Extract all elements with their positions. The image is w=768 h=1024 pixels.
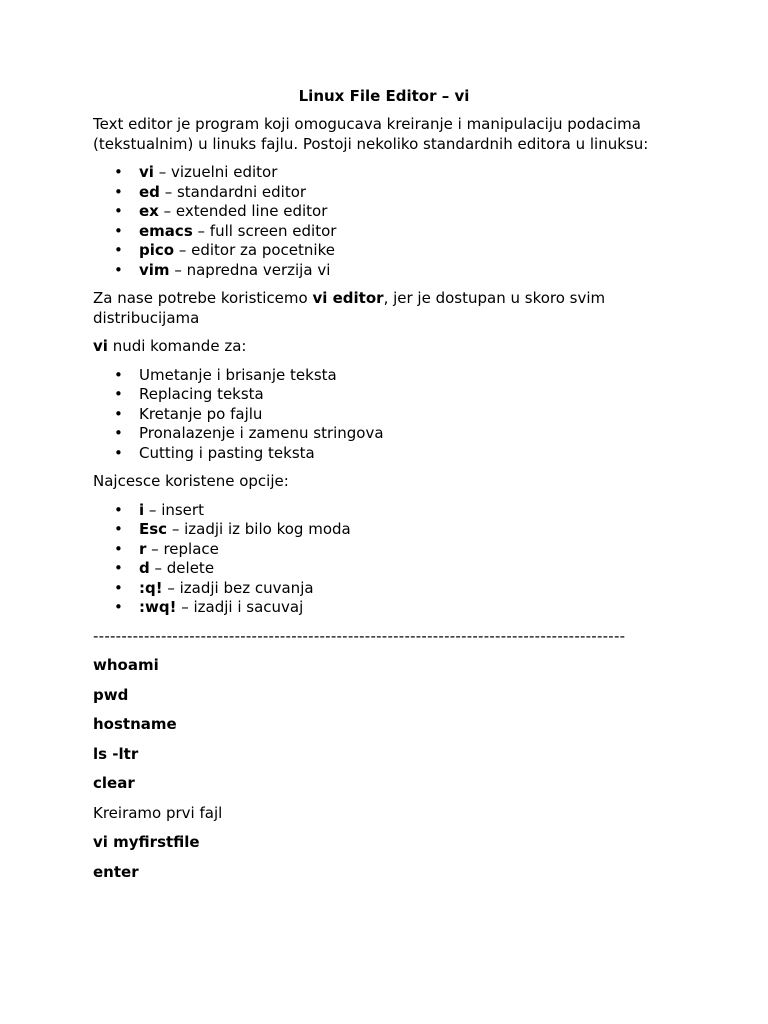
list-item [93,501,675,521]
list-item [93,241,675,261]
bullet-icon: • [114,163,123,181]
choice-after: , jer je dostupan u skoro svim distribucijama [93,289,606,327]
bullet-icon: • [114,539,123,558]
bullet-icon: • [114,365,123,384]
command-pwd: pwd [93,685,129,704]
option-key: Esc [139,520,168,538]
editor-desc: – standardni editor [159,182,307,201]
commands-intro-bold: vi [93,337,108,355]
bullet-icon: • [114,404,123,423]
option-key: d [139,559,150,577]
list-item [93,222,675,242]
bullet-icon: • [114,202,123,220]
command-hostname: hostname [93,715,177,733]
bullet-icon: • [114,182,123,201]
bullet-icon: • [114,424,123,442]
editor-desc: – editor za pocetnike [174,241,335,259]
editors-list [93,163,675,280]
bullet-icon: • [114,559,123,577]
editor-name: ex [139,202,159,220]
list-item [93,385,675,405]
choice-bold: vi editor [312,289,384,307]
bullet-icon: • [114,241,123,259]
bullet-icon: • [114,443,123,462]
commands-intro-after: nudi komande za: [107,337,247,355]
option-key: i [139,500,145,519]
list-item [93,559,675,579]
command-whoami: whoami [93,656,159,674]
commands-intro [93,337,675,357]
editor-name: ed [139,182,160,201]
bullet-icon: • [114,520,123,538]
list-item [93,424,675,444]
option-key: :q! [139,578,163,597]
option-desc: – izadji bez cuvanja [162,578,314,597]
option-desc: – replace [146,539,219,558]
option-desc: – izadji i sacuvaj [176,598,304,616]
command-ls: ls -ltr [93,744,139,763]
list-item [93,261,675,281]
bullet-icon: • [114,578,123,597]
command-clear: clear [93,774,135,792]
command-vi-myfirstfile: vi myfirstfile [93,833,200,851]
bullet-icon: • [114,221,123,240]
editor-desc: – vizuelni editor [153,163,278,181]
list-item [93,202,675,222]
editor-desc: – extended line editor [158,202,328,220]
bullet-icon: • [114,385,123,403]
list-item [93,579,675,599]
list-item [93,520,675,540]
choice-paragraph [93,289,675,328]
feature-text: Kretanje po fajlu [139,404,263,423]
editor-name: vim [139,260,170,279]
list-item [93,183,675,203]
editor-name: vi [139,163,154,181]
editor-name: emacs [139,221,193,240]
list-item [93,366,675,386]
command-enter: enter [93,862,139,881]
option-desc: – insert [144,500,204,519]
intro-paragraph: Text editor je program koji omogucava kreiranje i manipulaciju podacima (tekstualnim) u linuks fajlu. Postoji nekoliko standardnih editora u linuksu: [93,115,649,153]
option-desc: – izadji iz bilo kog moda [167,520,351,538]
option-key: r [139,539,147,558]
list-item [93,444,675,464]
feature-text: Replacing teksta [139,385,264,403]
options-list [93,501,675,618]
bullet-icon: • [114,500,123,519]
features-list [93,366,675,464]
feature-text: Cutting i pasting teksta [139,443,315,462]
create-file-text: Kreiramo prvi fajl [93,803,223,822]
dashed-separator: ---------------------------------------------------------------------------------------------- [93,626,626,645]
option-desc: – delete [149,559,215,577]
page-title: Linux File Editor – vi [298,87,470,105]
list-item [93,540,675,560]
editor-desc: – full screen editor [192,221,337,240]
options-intro: Najcesce koristene opcije: [93,472,289,490]
list-item [93,405,675,425]
choice-before: Za nase potrebe koristicemo [93,289,313,307]
bullet-icon: • [114,598,123,616]
option-key: :wq! [139,598,177,616]
feature-text: Pronalazenje i zamenu stringova [139,424,384,442]
editor-desc: – napredna verzija vi [169,260,331,279]
list-item [93,163,675,183]
editor-name: pico [139,241,175,259]
list-item [93,598,675,618]
feature-text: Umetanje i brisanje teksta [139,365,337,384]
bullet-icon: • [114,260,123,279]
